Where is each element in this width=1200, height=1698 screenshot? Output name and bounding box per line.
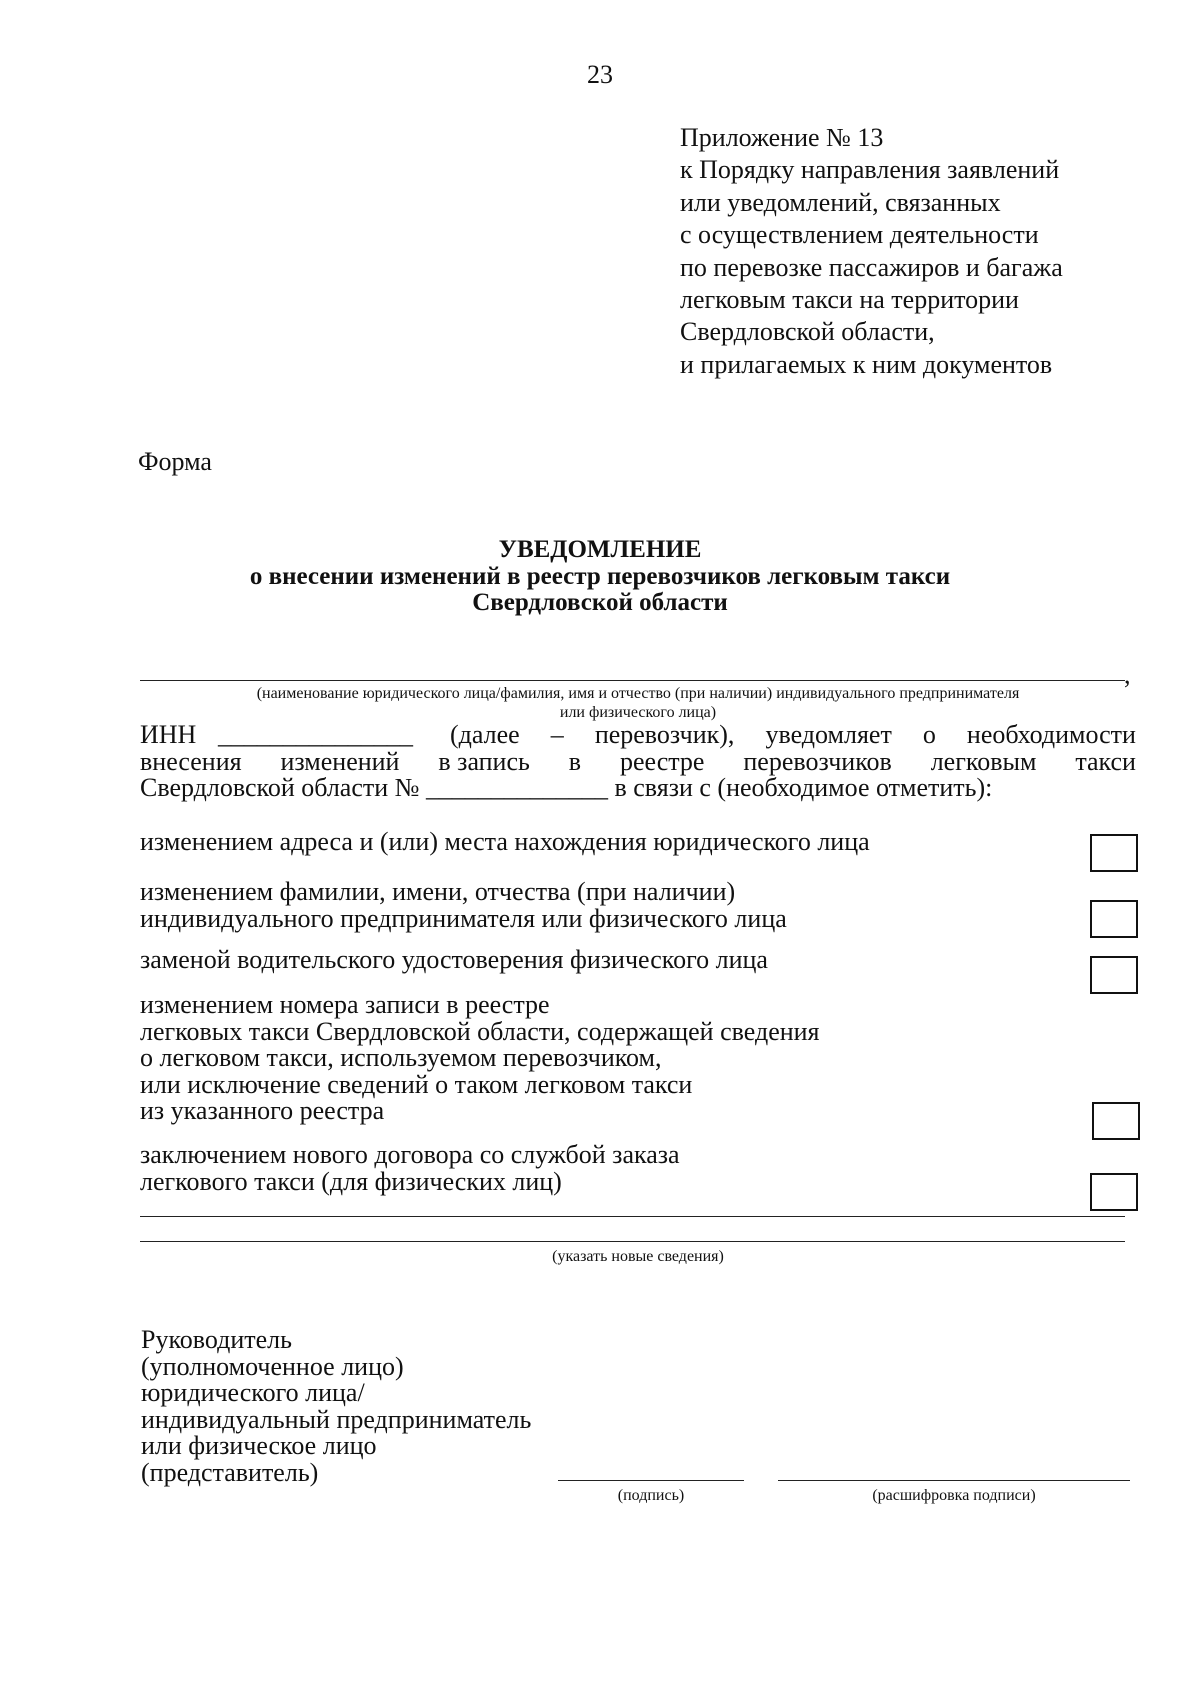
option-label: заключением нового договора со службой заказа xyxy=(140,1140,680,1169)
body-word: (далее xyxy=(450,720,520,749)
checkbox-license-replacement[interactable] xyxy=(1090,956,1138,994)
body-word: такси xyxy=(1075,747,1136,776)
signatory-line: Руководитель xyxy=(141,1325,292,1354)
page-number: 23 xyxy=(587,60,613,89)
option-new-contract xyxy=(140,1142,680,1195)
body-word: необходимости xyxy=(966,720,1136,749)
registry-prefix: Свердловской области № xyxy=(140,773,420,802)
option-label: или исключение сведений о таком легковом такси xyxy=(140,1069,693,1099)
name-field-caption xyxy=(140,684,1136,722)
body-word: в xyxy=(568,747,582,776)
body-word: легковым xyxy=(930,747,1037,776)
option-label: заменой водительского удостоверения физического лица xyxy=(140,945,768,974)
body-word: перевозчик), xyxy=(594,720,735,749)
document-title: УВЕДОМЛЕНИЕ xyxy=(498,536,702,563)
inn-field[interactable]: _______________ xyxy=(218,720,413,749)
new-info-caption: (указать новые сведения) xyxy=(552,1248,724,1265)
registry-number-label xyxy=(140,775,992,801)
appendix-line: Приложение № 13 xyxy=(680,123,884,152)
name-trailing-comma: , xyxy=(1124,660,1131,689)
body-word: о xyxy=(922,720,936,749)
appendix-line: к Порядку направления заявлений xyxy=(680,155,1060,185)
signatory-block xyxy=(141,1327,531,1486)
appendix-line: или уведомлений, связанных xyxy=(680,187,1001,217)
registry-suffix: в связи с (необходимое отметить): xyxy=(614,773,993,802)
caption-line: (наименование юридического лица/фамилия, имя и отчество (при наличии) индивидуального предпринимателя xyxy=(256,685,1020,702)
signature-caption: (подпись) xyxy=(617,1487,685,1504)
option-label: легкового такси (для физических лиц) xyxy=(140,1166,562,1196)
appendix-line: легковым такси на территории xyxy=(680,285,1019,315)
appendix-line: и прилагаемых к ним документов xyxy=(680,349,1053,379)
registry-number-field[interactable]: ______________ xyxy=(425,773,608,802)
option-name-change xyxy=(140,879,787,932)
body-line-2 xyxy=(140,749,1136,775)
option-registry-record-change xyxy=(140,992,820,1125)
appendix-header xyxy=(680,122,1063,381)
signature-line[interactable] xyxy=(558,1480,744,1481)
appendix-line: Свердловской области, xyxy=(680,317,935,347)
caption-line: или физического лица) xyxy=(559,704,717,721)
name-input-line[interactable] xyxy=(140,680,1125,681)
option-label: из указанного реестра xyxy=(140,1096,385,1125)
option-address-change xyxy=(140,829,870,856)
signatory-line: или физическое лицо xyxy=(141,1431,377,1460)
new-info-line-1[interactable] xyxy=(140,1216,1125,1217)
checkbox-new-contract[interactable] xyxy=(1090,1173,1138,1211)
checkbox-registry-record-change[interactable] xyxy=(1092,1102,1140,1140)
appendix-line: с осуществлением деятельности xyxy=(680,220,1039,250)
body-word: в запись xyxy=(438,747,530,776)
signatory-line: индивидуальный предприниматель xyxy=(141,1404,532,1434)
body-word: – xyxy=(550,720,564,749)
body-word: реестре xyxy=(619,747,705,776)
checkbox-address-change[interactable] xyxy=(1090,834,1138,872)
option-license-replacement xyxy=(140,947,768,974)
option-label: о легковом такси, используемом перевозчиком, xyxy=(140,1043,662,1072)
signature-decoding-line[interactable] xyxy=(778,1480,1130,1481)
body-line-1 xyxy=(450,722,1136,748)
body-word: изменений xyxy=(280,747,400,776)
document-subtitle-2: Свердловской области xyxy=(472,589,728,616)
signatory-line: (уполномоченное лицо) xyxy=(141,1351,404,1381)
checkbox-name-change[interactable] xyxy=(1090,900,1138,938)
body-word: внесения xyxy=(140,747,242,776)
option-label: легковых такси Свердловской области, содержащей сведения xyxy=(140,1016,820,1046)
option-label: индивидуального предпринимателя или физического лица xyxy=(140,903,787,933)
signatory-line: юридического лица/ xyxy=(141,1378,365,1407)
body-word: уведомляет xyxy=(765,720,892,749)
document-subtitle: о внесении изменений в реестр перевозчиков легковым такси xyxy=(249,563,951,590)
new-info-line-2[interactable] xyxy=(140,1241,1125,1242)
form-label: Форма xyxy=(138,447,212,476)
signature-decoding-caption: (расшифровка подписи) xyxy=(872,1487,1036,1504)
inn-label: ИНН xyxy=(140,720,197,749)
option-label: изменением фамилии, имени, отчества (при наличии) xyxy=(140,877,736,906)
body-word: перевозчиков xyxy=(743,747,892,776)
signatory-line: (представитель) xyxy=(141,1457,319,1487)
option-label: изменением адреса и (или) места нахождения юридического лица xyxy=(140,827,870,856)
appendix-line: по перевозке пассажиров и багажа xyxy=(680,252,1063,282)
option-label: изменением номера записи в реестре xyxy=(140,990,550,1019)
